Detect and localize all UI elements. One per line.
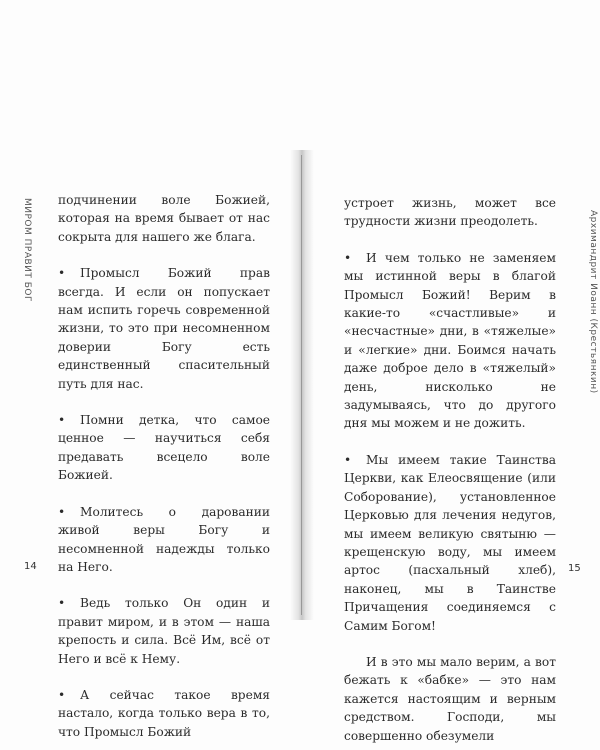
paragraph — [58, 191, 270, 246]
paragraph-text: подчинении воле Божией, которая на время бывает от нас сокрыта для нашего же блага. — [58, 193, 270, 244]
paragraph-text: И в это мы мало верим, а вот бежать к «бабке» — это нам кажется настоящим и верным средством. Господи, мы совершенно обезумели — [344, 654, 556, 743]
paragraph-text: устроет жизнь, может все трудности жизни преодолеть. — [344, 196, 556, 229]
left-page-number: 14 — [24, 561, 37, 572]
left-text-block — [58, 191, 270, 741]
bullet-icon: • — [58, 596, 66, 611]
paragraph-text: А сейчас такое время настало, когда только вера в то, что Промысл Божий — [58, 687, 270, 739]
bullet-icon: • — [58, 413, 66, 428]
bullet-paragraph — [58, 686, 270, 741]
paragraph-text: И чем только не заменяем мы истинной веры в благой Промысл Божий! Верим в какие-то «счастливые» и «несчастные» дни, в «тяжелые» и «легкие» дни. Боимся начать даже доброе дело в «тяжелый» день, нисколько не задумываясь, что до другого дня мы можем и не дожить. — [344, 250, 556, 431]
paragraph-text: Помни детка, что самое ценное — научиться себя предавать всецело воле Божией. — [58, 413, 270, 483]
paragraph-text: Ведь только Он один и правит миром, и в этом — наша крепость и сила. Всё Им, всё от Него и всё к Нему. — [58, 596, 270, 666]
left-running-head: МИРОМ ПРАВИТ БОГ — [22, 198, 32, 302]
paragraph-text: Промысл Божий прав всегда. И если он попускает нам испить горечь современной жизни, то это при несомненном доверии Богу есть единственный спасительный путь для нас. — [58, 266, 270, 391]
bullet-icon: • — [344, 452, 352, 467]
right-page-number: 15 — [568, 563, 581, 574]
bullet-paragraph — [58, 411, 270, 485]
bullet-paragraph — [344, 451, 556, 635]
bullet-icon: • — [58, 687, 66, 702]
paragraph-text: Молитесь о даровании живой веры Богу и несомненной надежды только на Него. — [58, 504, 270, 574]
right-page — [300, 0, 600, 750]
bullet-icon: • — [58, 504, 66, 519]
paragraph — [344, 653, 556, 745]
right-text-block — [344, 194, 556, 745]
bullet-icon: • — [344, 250, 352, 265]
bullet-paragraph — [58, 264, 270, 393]
bullet-icon: • — [58, 266, 66, 281]
bullet-paragraph — [58, 594, 270, 668]
paragraph — [344, 194, 556, 231]
bullet-paragraph — [58, 503, 270, 577]
bullet-paragraph — [344, 249, 556, 433]
right-running-head: Архимандрит Иоанн (Крестьянкин) — [588, 210, 598, 394]
paragraph-text: Мы имеем такие Таинства Церкви, как Елеосвящение (или Соборование), установленное Церковью для лечения недугов, мы имеем великую святыню — крещенскую воду, мы имеем артос (пасхальный хлеб), наконец, мы в Таинстве Причащения соединяемся с Самим Богом! — [344, 452, 556, 633]
